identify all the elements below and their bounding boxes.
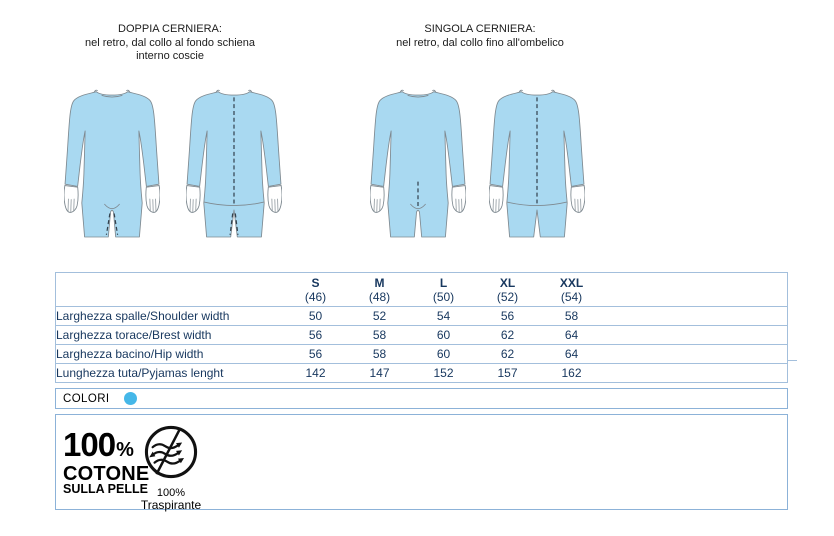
table-edge-artifact bbox=[788, 360, 797, 361]
cotton-word: COTONE bbox=[63, 463, 150, 485]
size-column-header: L (50) bbox=[412, 273, 476, 307]
measurement-label: Larghezza torace/Brest width bbox=[56, 326, 284, 345]
on-skin-word: SULLA PELLE bbox=[63, 482, 148, 496]
size-value-cell: 56 bbox=[284, 326, 348, 345]
size-value-cell: 60 bbox=[412, 345, 476, 364]
table-row bbox=[56, 307, 788, 326]
size-value-cell: 60 bbox=[412, 326, 476, 345]
size-value-cell: 62 bbox=[476, 345, 540, 364]
size-value-cell: 50 bbox=[284, 307, 348, 326]
size-value-cell: 142 bbox=[284, 364, 348, 383]
double-zipper-title: DOPPIA CERNIERA: bbox=[118, 23, 222, 35]
size-value-cell: 64 bbox=[540, 345, 604, 364]
size-value-cell: 157 bbox=[476, 364, 540, 383]
colors-section bbox=[55, 388, 788, 409]
table-row bbox=[56, 364, 788, 383]
breathable-icon bbox=[142, 423, 200, 481]
table-row bbox=[56, 326, 788, 345]
size-value-cell: 58 bbox=[348, 326, 412, 345]
figure-back-single-zipper bbox=[489, 82, 585, 248]
size-column-header: XXL (54) bbox=[540, 273, 604, 307]
cotton-percentage: 100% bbox=[63, 426, 134, 463]
double-zipper-desc-1: nel retro, dal collo al fondo schiena bbox=[85, 36, 255, 49]
single-zipper-heading bbox=[350, 23, 610, 50]
measurement-label: Larghezza spalle/Shoulder width bbox=[56, 307, 284, 326]
figure-back-double-zipper bbox=[186, 82, 282, 248]
size-table-filler bbox=[604, 273, 788, 307]
materials-section bbox=[55, 414, 788, 510]
breathable-percentage: 100% bbox=[156, 487, 186, 499]
size-table-corner bbox=[56, 273, 284, 307]
double-zipper-desc-2: interno coscie bbox=[136, 50, 204, 62]
size-column-header: M (48) bbox=[348, 273, 412, 307]
size-value-cell: 58 bbox=[540, 307, 604, 326]
single-zipper-desc: nel retro, dal collo fino all'ombelico bbox=[396, 36, 564, 49]
size-column-header: S (46) bbox=[284, 273, 348, 307]
size-value-cell: 147 bbox=[348, 364, 412, 383]
size-table bbox=[55, 272, 788, 383]
size-value-cell: 64 bbox=[540, 326, 604, 345]
measurement-label: Lunghezza tuta/Pyjamas lenght bbox=[56, 364, 284, 383]
figure-front-double-zipper bbox=[64, 82, 160, 248]
size-value-cell: 56 bbox=[284, 345, 348, 364]
color-swatch-lightblue bbox=[124, 392, 137, 405]
size-value-cell: 58 bbox=[348, 345, 412, 364]
single-zipper-title: SINGOLA CERNIERA: bbox=[424, 23, 536, 35]
size-table-header-row bbox=[56, 273, 788, 307]
table-row bbox=[56, 345, 788, 364]
measurement-label: Larghezza bacino/Hip width bbox=[56, 345, 284, 364]
size-value-cell: 162 bbox=[540, 364, 604, 383]
size-value-cell: 152 bbox=[412, 364, 476, 383]
figure-front-single-zipper bbox=[370, 82, 466, 248]
breathable-word: Traspirante bbox=[140, 498, 202, 512]
size-column-header: XL (52) bbox=[476, 273, 540, 307]
size-value-cell: 56 bbox=[476, 307, 540, 326]
size-value-cell: 62 bbox=[476, 326, 540, 345]
double-zipper-heading bbox=[40, 23, 300, 64]
size-value-cell: 52 bbox=[348, 307, 412, 326]
colors-label: COLORI bbox=[63, 392, 110, 405]
breathable-block bbox=[111, 423, 231, 512]
size-value-cell: 54 bbox=[412, 307, 476, 326]
